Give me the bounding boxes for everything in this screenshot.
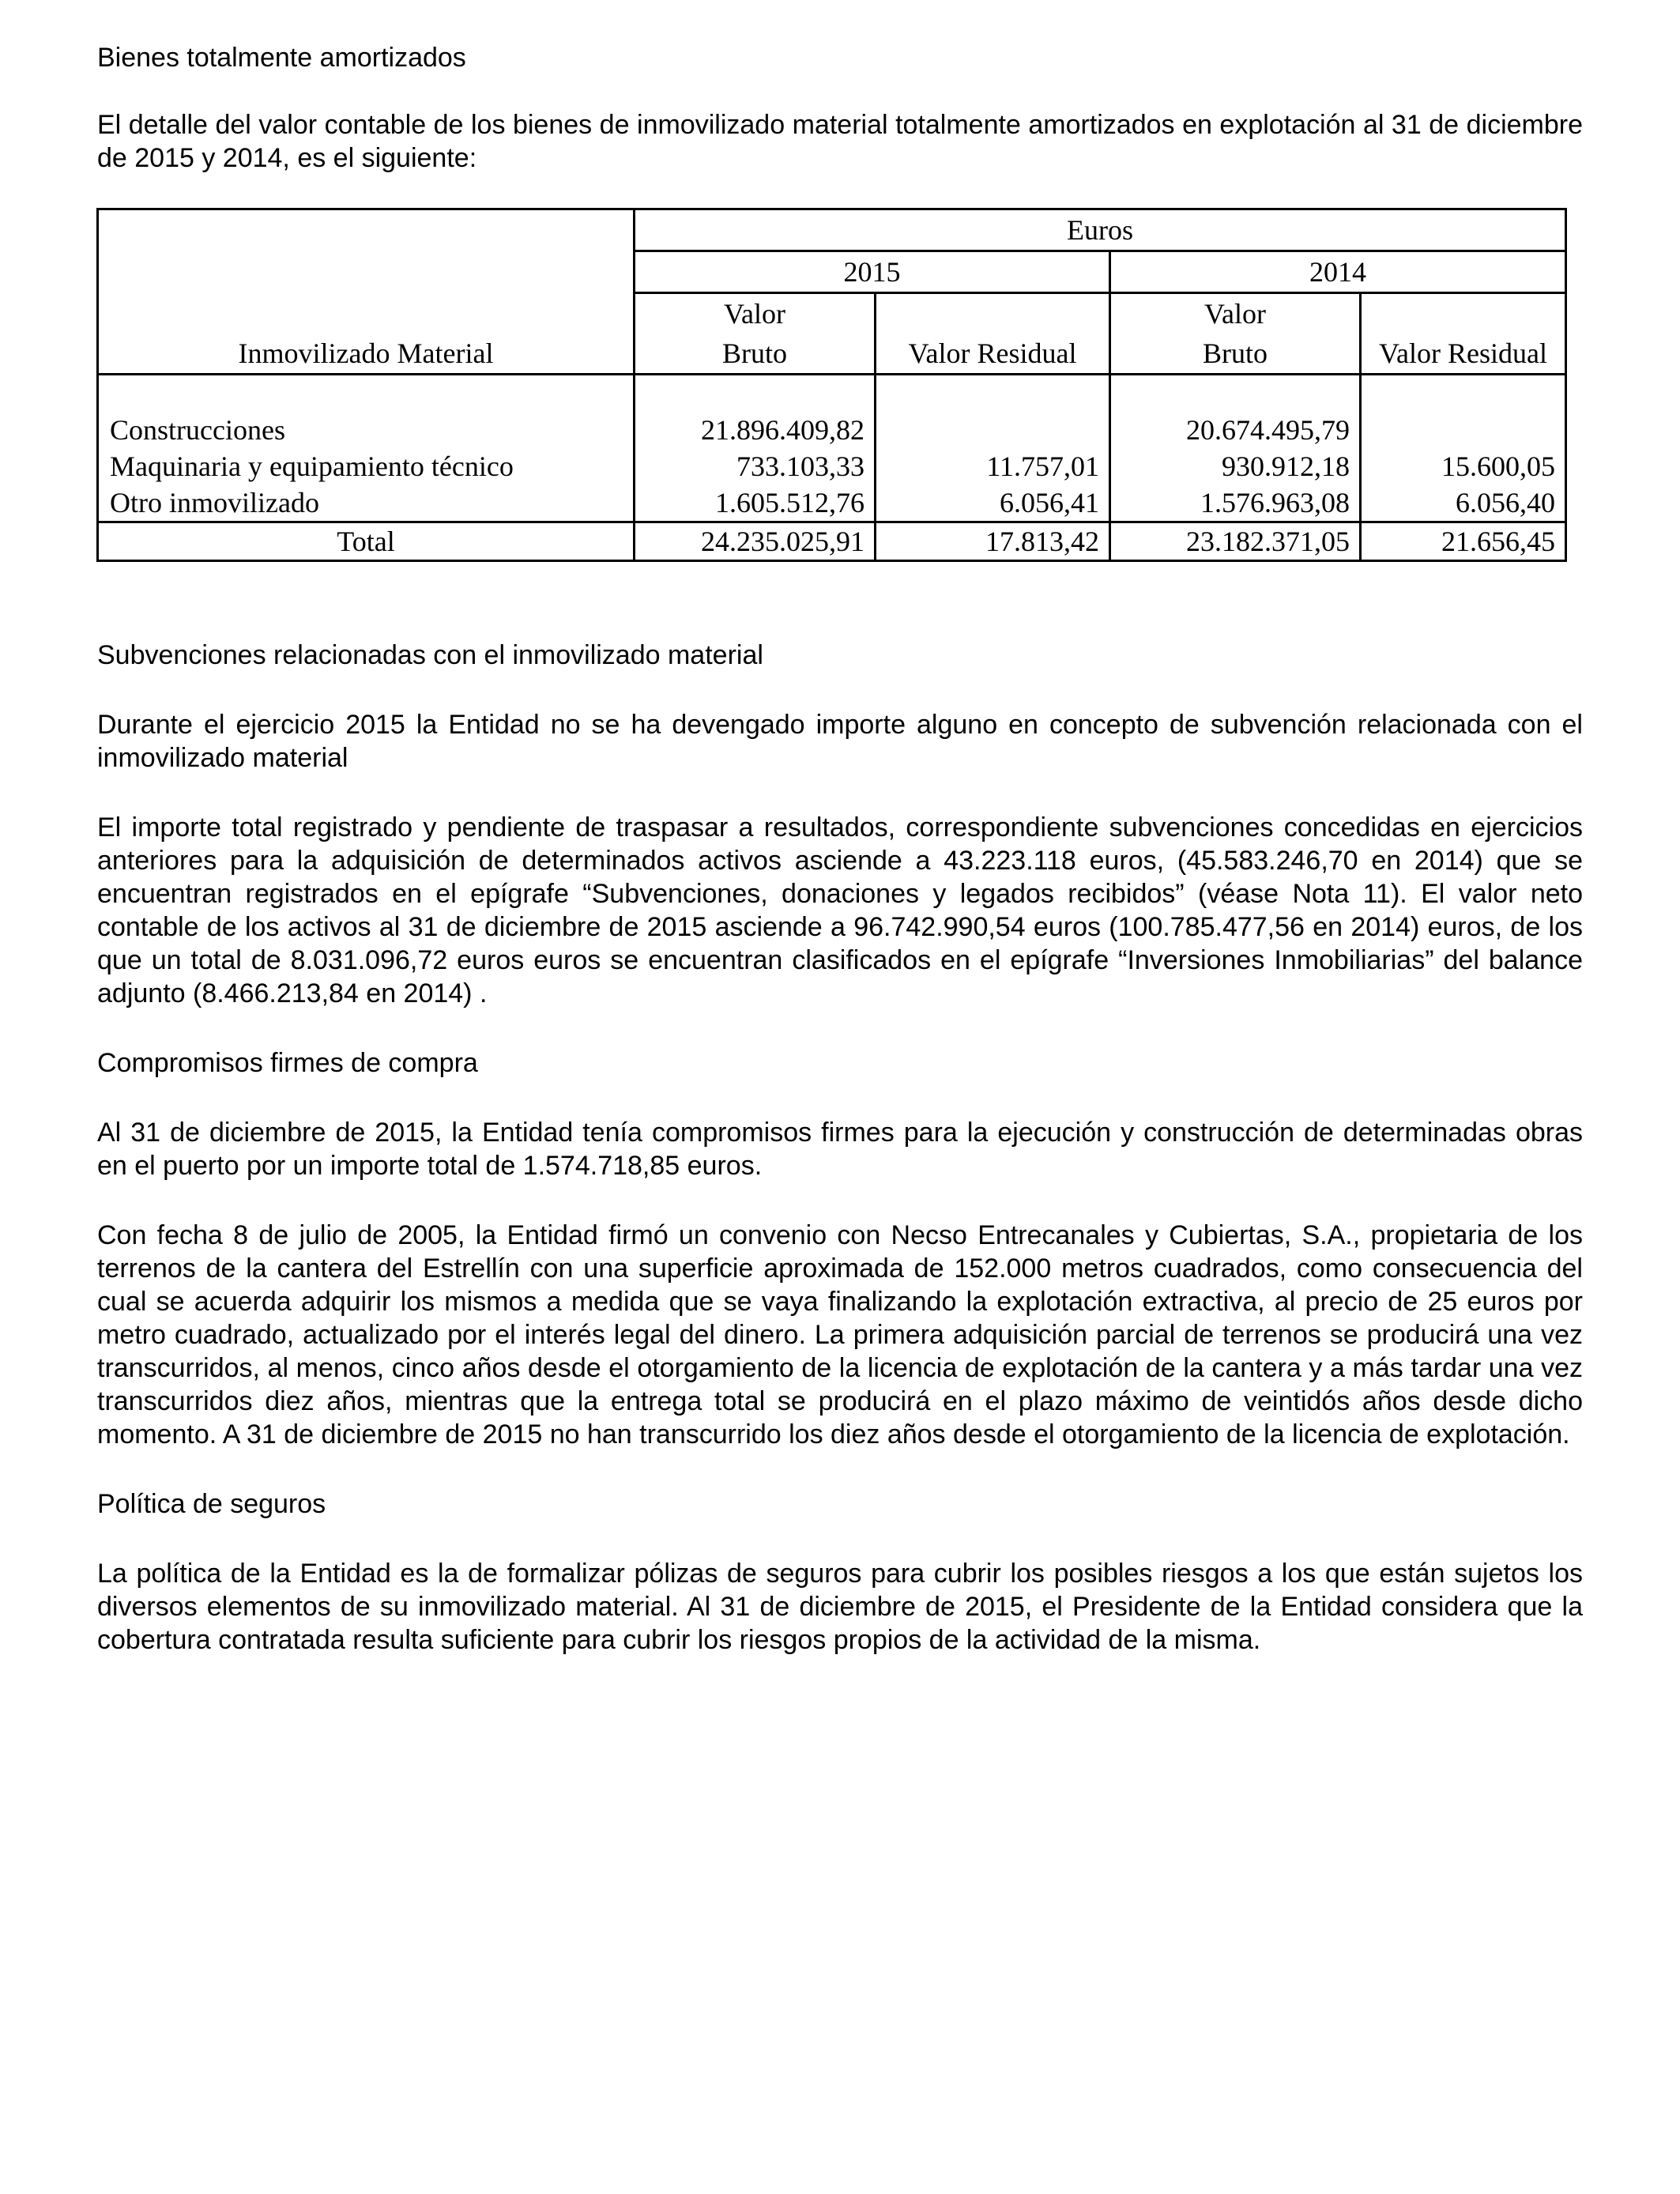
seguros-paragraph: La política de la Entidad es la de formalizar pólizas de seguros para cubrir los posibles riesgos a los que están sujetos los diversos elementos de su inmovilizado material. Al 31 de diciembre de 2015, el Presidente de la Entidad considera que la cobertura contratada resulta suficiente para cubrir los riesgos propios de la actividad de la misma. xyxy=(97,1559,1583,1655)
total-bruto-2014: 23.182.371,05 xyxy=(1110,522,1361,561)
year-header-2014: 2014 xyxy=(1110,251,1566,293)
total-label: Total xyxy=(98,522,635,561)
currency-header: Euros xyxy=(635,209,1566,251)
row-label: Otro inmovilizado xyxy=(98,484,635,522)
document-page xyxy=(97,41,1583,1657)
compromisos-paragraph-2: Con fecha 8 de julio de 2005, la Entidad firmó un convenio con Necso Entrecanales y Cubiertas, S.A., propietaria de los terrenos de la cantera del Estrellín con una superficie aproximada de 152.000 metros cuadrados, como consecuencia del cual se acuerda adquirir los mismos a medida que se vaya finalizando la explotación extractiva, al precio de 25 euros por metro cuadrado, actualizado por el interés legal del dinero. La primera adquisición parcial de terrenos se producirá una vez transcurridos, al menos, cinco años desde el otorgamiento de la licencia de explotación de la cantera y a más tardar una vez transcurridos diez años, mientras que la entrega total se producirá en el plazo máximo de veintidós años desde dicho momento. A 31 de diciembre de 2015 no han transcurrido los diez años desde el otorgamiento de la licencia de explotación. xyxy=(97,1220,1583,1449)
row-label: Maquinaria y equipamiento técnico xyxy=(98,448,635,484)
compromisos-paragraph-1: Al 31 de diciembre de 2015, la Entidad tenía compromisos firmes para la ejecución y construcción de determinadas obras en el puerto por un importe total de 1.574.718,85 euros. xyxy=(97,1118,1583,1181)
cell-bruto-2015: 21.896.409,82 xyxy=(635,412,876,448)
intro-paragraph: El detalle del valor contable de los bienes de inmovilizado material totalmente amortizados en explotación al 31 de diciembre de 2015 y 2014, es el siguiente: xyxy=(97,110,1583,173)
total-row xyxy=(98,522,1566,561)
amortized-assets-table xyxy=(96,208,1567,562)
cell-residual-2014 xyxy=(1361,412,1566,448)
table-row xyxy=(98,448,1566,484)
total-residual-2014: 21.656,45 xyxy=(1361,522,1566,561)
section-heading-compromisos: Compromisos firmes de compra xyxy=(97,1048,478,1078)
cell-bruto-2014: 930.912,18 xyxy=(1110,448,1361,484)
col-bruto-2014: Bruto xyxy=(1110,334,1361,375)
cell-bruto-2014: 1.576.963,08 xyxy=(1110,484,1361,522)
table-row xyxy=(98,412,1566,448)
cell-bruto-2015: 733.103,33 xyxy=(635,448,876,484)
section-heading-seguros: Política de seguros xyxy=(97,1489,326,1519)
section-heading-subvenciones: Subvenciones relacionadas con el inmovilizado material xyxy=(97,640,763,670)
col-valor-2015: Valor xyxy=(724,298,785,330)
cell-residual-2015: 6.056,41 xyxy=(876,484,1110,522)
col-valor-2014: Valor xyxy=(1204,298,1266,330)
table-row xyxy=(98,484,1566,522)
cell-residual-2014: 15.600,05 xyxy=(1361,448,1566,484)
subvenciones-paragraph-2: El importe total registrado y pendiente de traspasar a resultados, correspondiente subvenciones concedidas en ejercicios anteriores para la adquisición de determinados activos asciende a 43.223.118 euros, (45.583.246,70 en 2014) que se encuentran registrados en el epígrafe “Subvenciones, donaciones y legados recibidos” (véase Nota 11). El valor neto contable de los activos al 31 de diciembre de 2015 asciende a 96.742.990,54 euros (100.785.477,56 en 2014) euros, de los que un total de 8.031.096,72 euros euros se encuentran clasificados en el epígrafe “Inversiones Inmobiliarias” del balance adjunto (8.466.213,84 en 2014) . xyxy=(97,812,1583,1008)
col-bruto-2015: Bruto xyxy=(635,334,876,375)
year-header-2015: 2015 xyxy=(635,251,1110,293)
col-valor-residual: Valor Residual xyxy=(1361,293,1566,375)
total-residual-2015: 17.813,42 xyxy=(876,522,1110,561)
cell-residual-2015 xyxy=(876,412,1110,448)
total-bruto-2015: 24.235.025,91 xyxy=(635,522,876,561)
row-header-label: Inmovilizado Material xyxy=(98,334,635,375)
cell-bruto-2015: 1.605.512,76 xyxy=(635,484,876,522)
section-heading-bienes: Bienes totalmente amortizados xyxy=(97,43,466,73)
col-valor-residual: Valor Residual xyxy=(876,293,1110,375)
cell-bruto-2014: 20.674.495,79 xyxy=(1110,412,1361,448)
cell-residual-2014: 6.056,40 xyxy=(1361,484,1566,522)
row-label: Construcciones xyxy=(98,412,635,448)
cell-residual-2015: 11.757,01 xyxy=(876,448,1110,484)
subvenciones-paragraph-1: Durante el ejercicio 2015 la Entidad no se ha devengado importe alguno en concepto de subvención relacionada con el inmovilizado material xyxy=(97,710,1583,773)
